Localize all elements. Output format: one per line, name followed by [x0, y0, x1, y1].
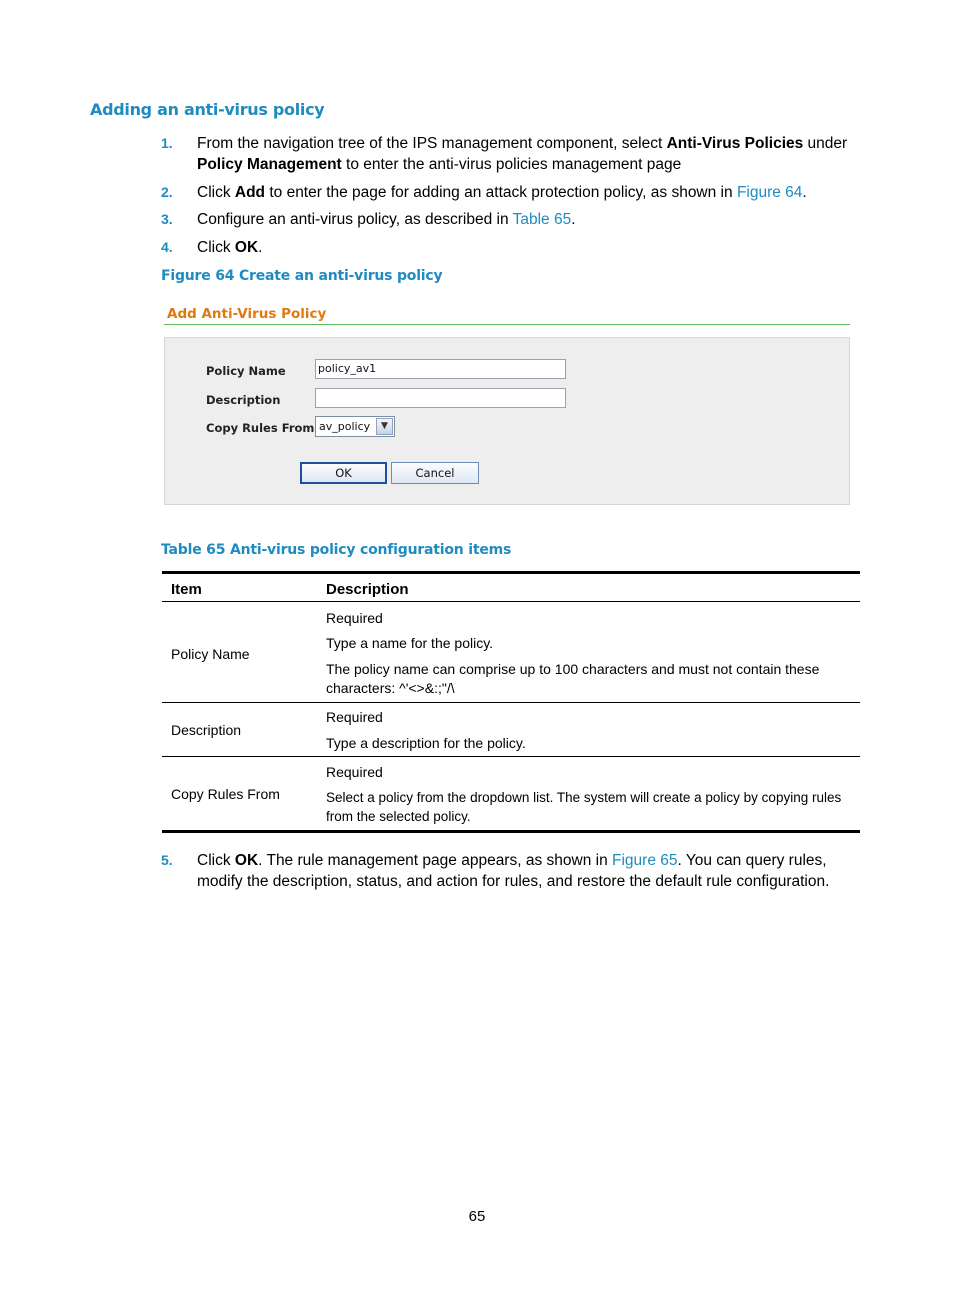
section-heading: Adding an anti-virus policy — [90, 100, 325, 119]
policy-name-input[interactable]: policy_av1 — [315, 359, 566, 379]
figure-divider — [164, 324, 850, 325]
step-4 — [161, 237, 871, 258]
cancel-button[interactable]: Cancel — [391, 462, 479, 484]
chevron-down-icon[interactable]: ▼ — [376, 418, 393, 435]
step-text: Click OK. — [197, 239, 263, 256]
step-number: 5. — [161, 852, 173, 868]
description-input[interactable] — [315, 388, 566, 408]
table-top-rule — [162, 571, 860, 574]
row-desc-line: Select a policy from the dropdown list. The system will create a policy by copying rules from the selected policy. — [326, 790, 842, 824]
copy-rules-selected-value: av_policy — [319, 420, 371, 433]
policy-name-label: Policy Name — [206, 364, 286, 378]
step-text: From the navigation tree of the IPS management component, select Anti-Virus Policies under Policy Management to enter the anti-virus policies management page — [197, 135, 848, 173]
description-label: Description — [206, 393, 281, 407]
step-text: Click OK. The rule management page appears, as shown in Figure 65. You can query rules, modify the description, status, and action for rules, and restore the default rule configuration. — [197, 852, 830, 890]
step-2 — [161, 182, 871, 203]
step-number: 1. — [161, 135, 173, 151]
row-desc-line: Type a description for the policy. — [326, 735, 526, 751]
row-desc-line: Required — [326, 610, 383, 626]
figure-title: Add Anti-Virus Policy — [167, 306, 327, 322]
figure-64-link[interactable]: Figure 64 — [736, 184, 803, 201]
row-desc-line: The policy name can comprise up to 100 characters and must not contain these characters: ^'<>&:;"/\ — [326, 661, 820, 696]
step-3 — [161, 209, 871, 230]
row-desc-line: Required — [326, 709, 383, 725]
figure-65-link[interactable]: Figure 65 — [612, 852, 678, 869]
step-number: 4. — [161, 239, 173, 255]
row-item: Description — [171, 722, 242, 738]
page-number: 65 — [468, 1208, 486, 1225]
table-bottom-rule — [162, 830, 860, 833]
step-5 — [161, 850, 871, 892]
table-row-divider — [162, 756, 860, 757]
table-65-link[interactable]: Table 65 — [512, 211, 572, 228]
row-desc-line: Required — [326, 764, 383, 780]
ok-button[interactable]: OK — [300, 462, 387, 484]
row-item: Copy Rules From — [171, 786, 280, 802]
row-desc-line: Type a name for the policy. — [326, 635, 494, 651]
table-caption: Table 65 Anti-virus policy configuration items — [161, 542, 512, 558]
step-1 — [161, 133, 871, 175]
header-item: Item — [171, 581, 202, 598]
step-text: Click Add to enter the page for adding an attack protection policy, as shown in Figure 64. — [197, 184, 807, 201]
step-number: 3. — [161, 211, 173, 227]
copy-rules-select[interactable] — [315, 416, 395, 437]
copy-rules-label: Copy Rules From — [206, 421, 315, 435]
figure-caption: Figure 64 Create an anti-virus policy — [161, 268, 443, 284]
step-text: Configure an anti-virus policy, as described in Table 65. — [197, 211, 576, 228]
row-item: Policy Name — [171, 646, 250, 662]
table-row-divider — [162, 702, 860, 703]
header-description: Description — [326, 581, 409, 598]
table-header-rule — [162, 601, 860, 602]
step-number: 2. — [161, 184, 173, 200]
